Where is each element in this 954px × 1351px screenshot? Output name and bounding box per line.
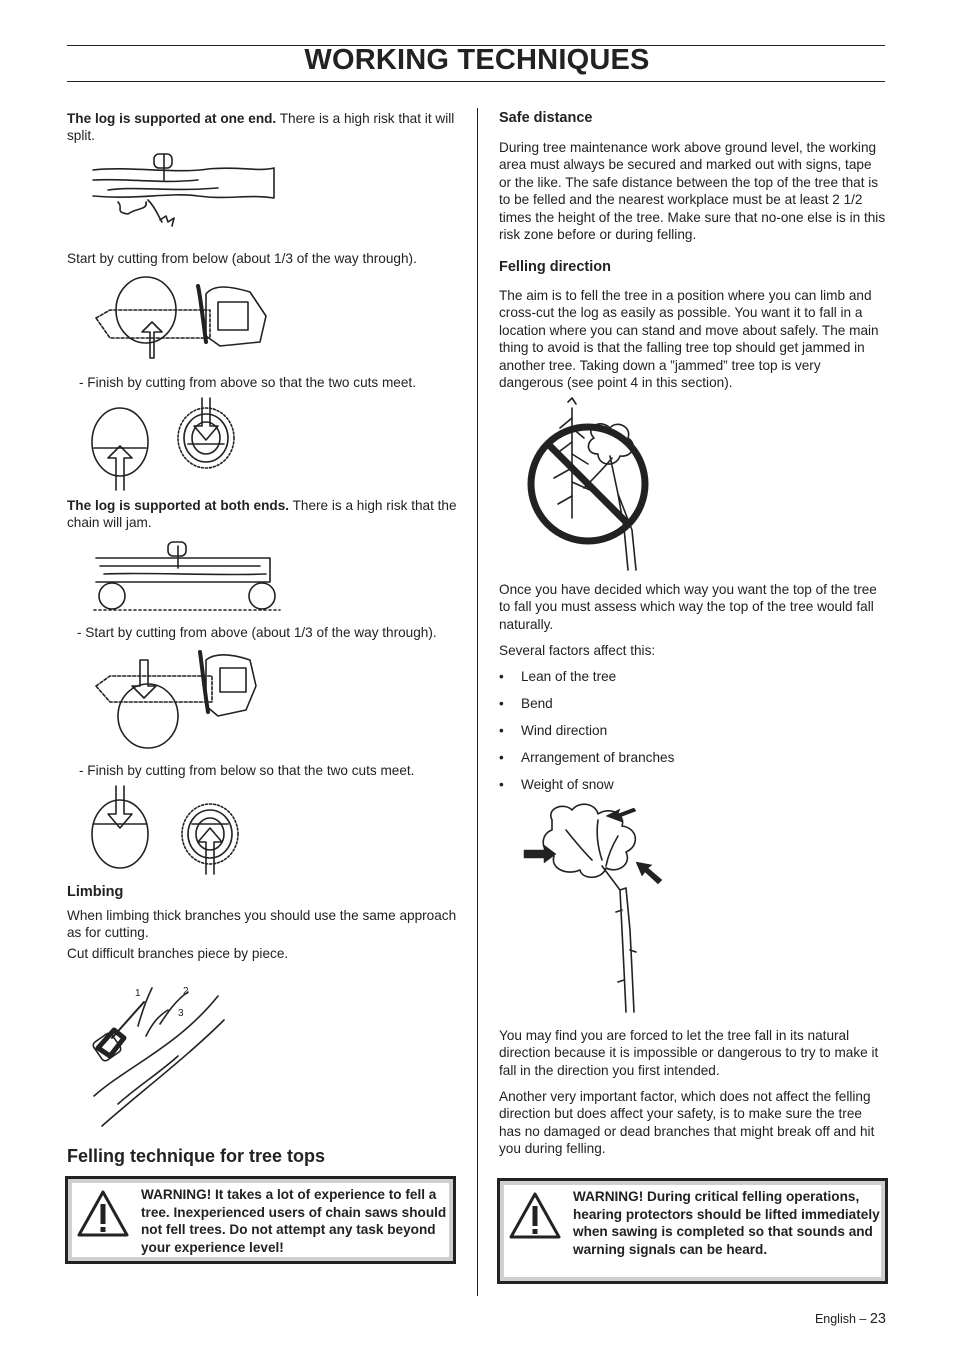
safe-distance-paragraph: During tree maintenance work above ground level, the working area must always be secured and marked out with signs, tape or the like. The safe distance between the top of the tree that is to be felled and the nearest workplace must be at least 2 1/2 times the height of the tree. Make sure that no-one else is in this risk zone before or during felling. [499,140,886,243]
paragraph-log-both-ends-bold: The log is supported at both ends. [67,498,290,513]
limbing-paragraph-2: Cut difficult branches piece by piece. [67,946,289,961]
paragraph-log-one-end-bold: The log is supported at one end. [67,111,277,126]
paragraph-log-one-end-text: There is a high risk that it will split. [67,111,455,144]
assess-paragraph: Once you have decided which way you want the top of the tree to fall you must assess which way the top of the tree would fall naturally. [499,582,877,632]
footer-language: English [814,1312,856,1326]
log-both-ends-illustration [90,540,282,614]
cross-section-finish-above-illustration [88,396,248,492]
cut-from-above-illustration [90,646,270,752]
header-bottom-rule [67,81,885,82]
warning-text-experience: WARNING! It takes a lot of experience to fell a tree. Inexperienced users of chain saws should not fell trees. Do not attempt any task beyond your experience level! [141,1187,447,1255]
warning-triangle-icon [76,1189,130,1239]
paragraph-log-both-ends-text: There is a high risk that the chain will jam. [67,498,457,531]
limbing-label-1: 1 [135,988,141,999]
paragraph-log-one-end [67,110,459,145]
column-separator [477,108,478,1296]
limbing-label-2: 2 [183,986,189,997]
factors-intro: Several factors affect this: [499,643,656,658]
tree-top-forces-illustration [522,800,664,1014]
jammed-tree-prohibited-illustration [524,398,656,570]
safety-paragraph: Another very important factor, which does not affect the felling direction but does affect your safety, is to make sure the tree has no damaged or dead branches that might break off and hit you during felling. [499,1089,875,1157]
safe-distance-heading: Safe distance [499,110,593,126]
natural-direction-paragraph: You may find you are forced to let the tree fall in its natural direction because it is impossible or dangerous to try to make it fall in the direction you first intended. [499,1028,879,1078]
log-one-end-illustration [88,150,280,238]
warning-box-experience [65,1176,456,1264]
felling-direction-heading: Felling direction [499,259,611,275]
paragraph-finish-above: - Finish by cutting from above so that the two cuts meet. [79,375,416,390]
warning-text-hearing: WARNING! During critical felling operations, hearing protectors should be lifted immediately when sawing is completed so that sounds and warning signals can be heard. [573,1189,880,1257]
footer-separator: – [859,1312,867,1326]
limbing-illustration [88,976,228,1128]
paragraph-cut-below: Start by cutting from below (about 1/3 of the way through). [67,251,417,266]
limbing-label-3: 3 [178,1008,184,1019]
felling-direction-paragraph: The aim is to fell the tree in a position where you can limb and cross-cut the log as easily as possible. You want it to fall in a location where you can stand and move about safely. The main thing to avoid is that the falling tree top should get jammed in another tree. Taking down a ”jammed” tree top is very dangerous (see point 4 in this section). [499,288,879,391]
page-number: 23 [869,1311,886,1327]
warning-box-hearing [497,1178,888,1284]
limbing-paragraph-1: When limbing thick branches you should use the same approach as for cutting. [67,908,457,941]
paragraph-start-above: - Start by cutting from above (about 1/3 of the way through). [77,625,437,640]
cut-from-below-illustration [90,272,270,362]
limbing-heading: Limbing [67,884,124,900]
warning-triangle-icon [508,1191,562,1241]
page-footer [815,1311,886,1327]
felling-technique-heading: Felling technique for tree tops [67,1146,326,1166]
paragraph-finish-below: - Finish by cutting from below so that the two cuts meet. [79,763,415,778]
page-title: WORKING TECHNIQUES [304,44,650,76]
cross-section-finish-below-illustration [88,784,248,880]
paragraph-log-both-ends [67,497,459,532]
